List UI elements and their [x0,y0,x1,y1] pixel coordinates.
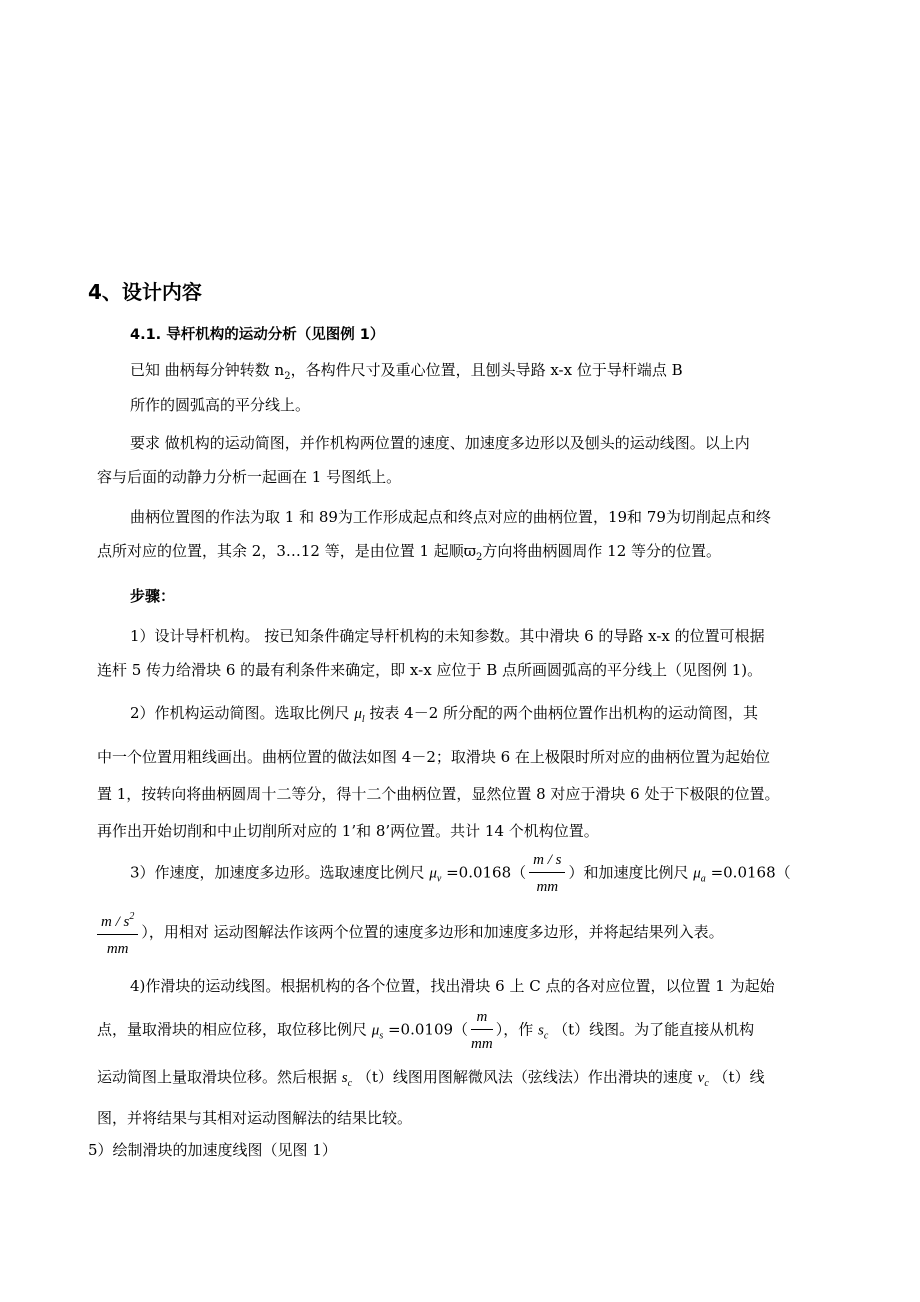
subsection-heading: 4.1. 导杆机构的运动分析（见图例 1） [130,327,385,343]
step-2-cont-3: 再作出开始切削和中止切削所对应的 1’和 8’两位置。共计 14 个机构位置。 [97,822,599,840]
steps-label: 步骤： [130,587,176,605]
step-4-cont-2: 运动简图上量取滑块位移。然后根据 $s_c$ （t）线图用图解微风法（弦线法）作出滑块的速度 $v_c$ （t）线 [97,1068,765,1089]
step-4-cont-3: 图，并将结果与其相对运动图解法的结果比较。 [97,1109,413,1127]
step-2-cont-2: 置 1，按转向将曲柄圆周十二等分，得十二个曲柄位置，显然位置 8 对应于滑块 6 处于下极限的位置。 [97,785,780,803]
mu-symbol: μ [354,706,362,722]
section-heading: 4、设计内容 [88,280,202,304]
step-1-cont: 连杆 5 传力给滑块 6 的最有利条件来确定，即 x-x 应位于 B 点所画圆弧高的平分线上（见图例 1)。 [97,661,763,679]
paragraph-crank-positions: 曲柄位置图的作法为取 1 和 89为工作形成起点和终点对应的曲柄位置，19和 79为切削起点和终 [130,508,771,526]
step-2-cont-1: 中一个位置用粗线画出。曲柄位置的做法如图 4－2；取滑块 6 在上极限时所对应的曲柄位置为起始位 [97,748,770,766]
step-2: 2）作机构运动简图。选取比例尺 $\mu_l$ 按表 4－2 所分配的两个曲柄位置作出机构的运动简图，其 [130,704,759,725]
step-1: 1）设计导杆机构。 按已知条件确定导杆机构的未知参数。其中滑块 6 的导路 x-x 的位置可根据 [130,627,765,645]
step-3-cont: $\frac{m / s^2}{mm}$ ），用相对 运动图解法作该两个位置的速度多边形和加速度多边形，并将起结果列入表。 [97,907,724,959]
step-5: 5）绘制滑块的加速度线图（见图 1） [88,1141,337,1159]
velocity-unit-fraction: $\frac{m / s}{mm}$ [529,850,565,897]
step-4: 4)作滑块的运动线图。根据机构的各个位置，找出滑块 6 上 C 点的各对应位置，以位置 1 为起始 [130,977,775,995]
acceleration-unit-fraction: $\frac{m / s^2}{mm}$ [97,907,138,959]
paragraph-requirement: 要求 做机构的运动简图，并作机构两位置的速度、加速度多边形以及刨头的运动线图。以上内 [130,434,750,452]
paragraph-requirement-cont: 容与后面的动静力分析一起画在 1 号图纸上。 [97,468,402,486]
paragraph-known: 已知 曲柄每分钟转数 $n_2$，各构件尺寸及重心位置，且刨头导路 x-x 位于导杆端点 B [130,361,683,382]
step-4-cont-1: 点，量取滑块的相应位移，取位移比例尺 $\mu_s =0.0109$（ $\frac{m}{mm}$ ），作 $s_c$ （t）线图。为了能直接从机构 [97,1009,755,1052]
paragraph-crank-positions-cont: 点所对应的位置，其余 2，3…12 等，是由位置 1 起顺$ϖ_2$方向将曲柄圆周作 12 等分的位置。 [97,542,722,563]
paragraph-known-cont: 所作的圆弧高的平分线上。 [130,396,311,414]
displacement-unit-fraction: $\frac{m}{mm}$ [471,1009,493,1052]
step-3: 3）作速度，加速度多边形。选取速度比例尺 $\mu_v =0.0168$（ $\frac{m / s}{mm}$ ）和加速度比例尺 $\mu_a =0.0168$（ [130,852,791,895]
